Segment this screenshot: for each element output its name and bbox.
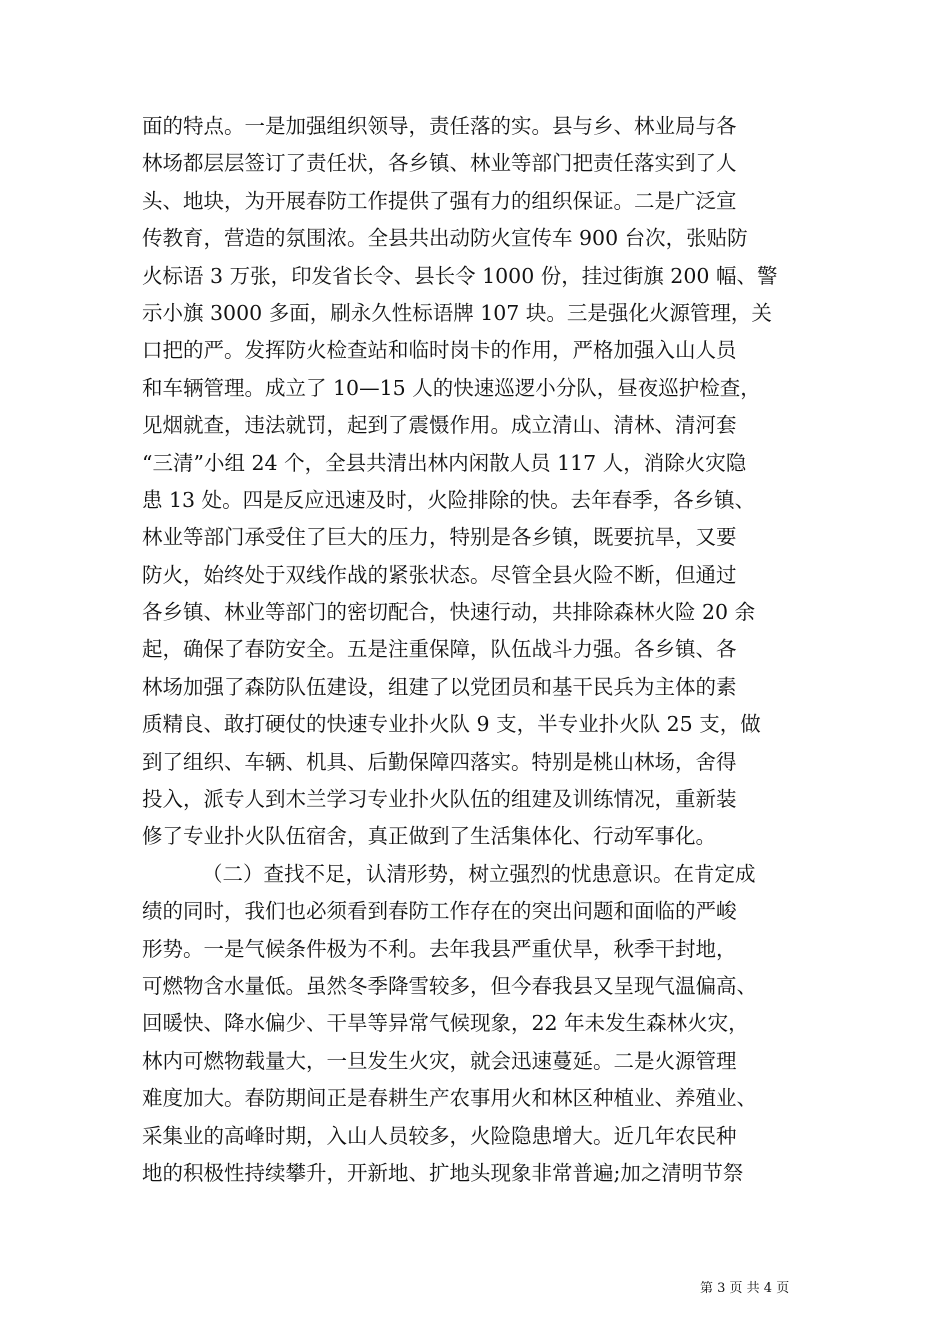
text-line: 质精良、敢打硬仗的快速专业扑火队 9 支，半专业扑火队 25 支，做	[142, 712, 761, 737]
text-line: 林内可燃物载量大，一旦发生火灾，就会迅速蔓延。二是火源管理	[142, 1048, 737, 1073]
text-line: “三清”小组 24 个，全县共清出林内闲散人员 117 人，消除火灾隐	[142, 450, 747, 475]
text-line: 形势。一是气候条件极为不利。去年我县严重伏旱，秋季干封地，	[142, 936, 737, 961]
text-line: 林业等部门承受住了巨大的压力，特别是各乡镇，既要抗旱，又要	[142, 525, 737, 550]
text-line: 火标语 3 万张，印发省长令、县长令 1000 份，挂过街旗 200 幅、警	[142, 263, 778, 288]
text-line: 到了组织、车辆、机具、后勤保障四落实。特别是桃山林场，舍得	[142, 749, 737, 774]
text-line: 难度加大。春防期间正是春耕生产农事用火和林区种植业、养殖业、	[142, 1086, 757, 1111]
text-line: 患 13 处。四是反应迅速及时，火险排除的快。去年春季，各乡镇、	[142, 487, 756, 512]
text-line: 口把的严。发挥防火检查站和临时岗卡的作用，严格加强入山人员	[142, 338, 737, 363]
text-line: 林场加强了森防队伍建设，组建了以党团员和基干民兵为主体的素	[142, 674, 737, 699]
text-line: 示小旗 3000 多面，刷永久性标语牌 107 块。三是强化火源管理，关	[142, 300, 772, 325]
text-line: 面的特点。一是加强组织领导，责任落的实。县与乡、林业局与各	[142, 114, 737, 138]
text-line: 见烟就查，违法就罚，起到了震慑作用。成立清山、清林、清河套	[142, 413, 737, 438]
text-line: 修了专业扑火队伍宿舍，真正做到了生活集体化、行动军事化。	[142, 824, 716, 849]
text-line: 林场都层层签订了责任状，各乡镇、林业等部门把责任落实到了人	[142, 151, 737, 176]
text-line: 采集业的高峰时期，入山人员较多，火险隐患增大。近几年农民种	[142, 1123, 737, 1148]
text-line: 可燃物含水量低。虽然冬季降雪较多，但今春我县又呈现气温偏高、	[142, 973, 757, 998]
section-heading-line: （二）查找不足，认清形势，树立强烈的忧患意识。在肯定成	[202, 861, 756, 886]
text-line: 投入，派专人到木兰学习专业扑火队伍的组建及训练情况，重新装	[142, 787, 737, 812]
text-line: 防火，始终处于双线作战的紧张状态。尽管全县火险不断，但通过	[142, 562, 737, 587]
text-line: 回暖快、降水偏少、干旱等异常气候现象，22 年未发生森林火灾，	[142, 1011, 749, 1036]
text-line: 地的积极性持续攀升，开新地、扩地头现象非常普遍;加之清明节祭	[142, 1160, 744, 1185]
text-line: 起，确保了春防安全。五是注重保障，队伍战斗力强。各乡镇、各	[142, 637, 737, 662]
text-line: 绩的同时，我们也必须看到春防工作存在的突出问题和面临的严峻	[142, 899, 737, 924]
text-line: 头、地块，为开展春防工作提供了强有力的组织保证。二是广泛宣	[142, 188, 737, 213]
text-line: 传教育，营造的氛围浓。全县共出动防火宣传车 900 台次，张贴防	[142, 226, 748, 251]
body-text	[142, 108, 810, 1192]
text-line: 和车辆管理。成立了 10—15 人的快速巡逻小分队，昼夜巡护检查，	[142, 375, 761, 400]
page-number-footer: 第 3 页 共 4 页	[700, 1281, 790, 1296]
text-line: 各乡镇、林业等部门的密切配合，快速行动，共排除森林火险 20 余	[142, 600, 756, 625]
